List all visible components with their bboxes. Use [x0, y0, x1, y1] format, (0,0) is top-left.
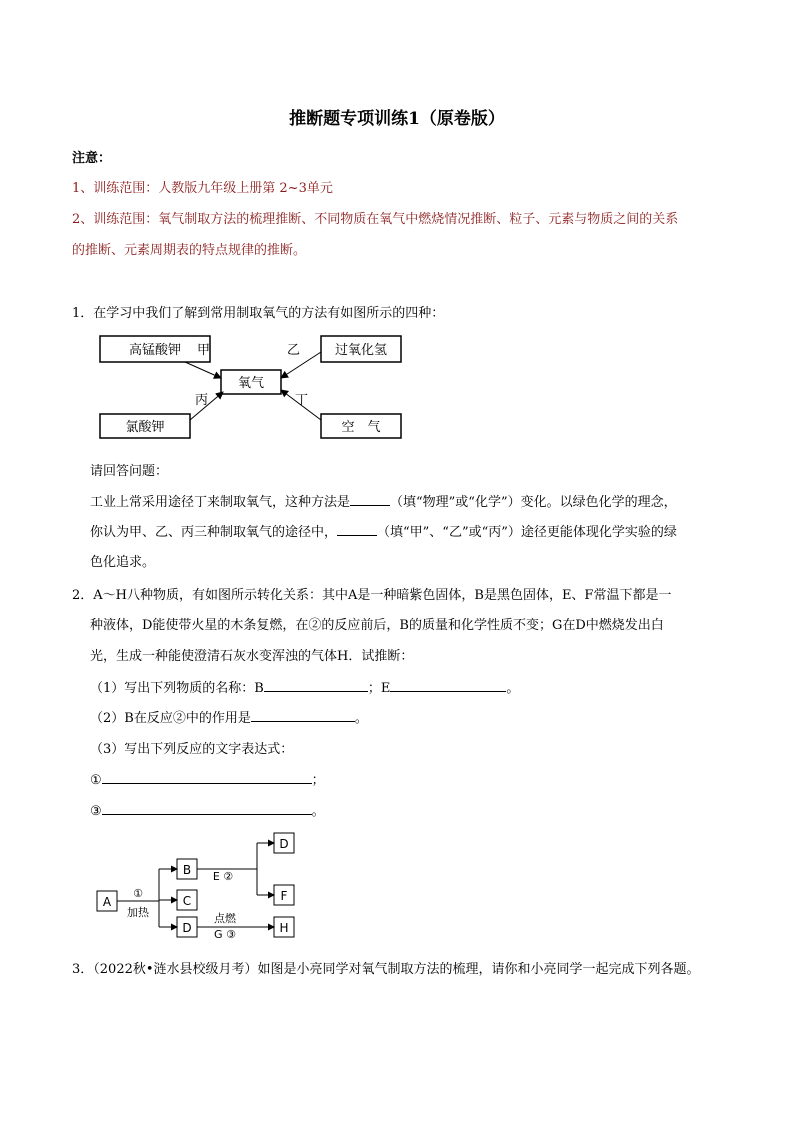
- q3-stem: 3．（2022秋•涟水县校级月考）如图是小亮同学对氧气制取方法的梳理，请你和小亮同学一起完成下列各题。: [72, 962, 700, 977]
- label-oxygen: 氧气: [237, 376, 265, 391]
- route-bing-label: 丙: [195, 393, 209, 408]
- node-d-top-label: D: [279, 837, 289, 851]
- q2-blank-e[interactable]: [390, 679, 506, 692]
- e2-label: E ②: [212, 870, 234, 883]
- node-f-label: F: [280, 889, 288, 903]
- node-c-label: C: [182, 894, 192, 908]
- label-kmno4: 高锰酸钾: [128, 343, 182, 358]
- node-b-label: B: [182, 863, 192, 877]
- route-ding-label: 丁: [295, 393, 309, 408]
- q1-part2: 你认为甲、乙、丙三种制取氧气的途径中， （填“甲”、“乙”或“丙”）途径更能体现化学实验的绿: [90, 525, 677, 540]
- q1-part1: 工业上常采用途径丁来制取氧气，这种方法是 （填“物理”或“化学”）变化。以绿色化学的理念，: [90, 495, 677, 510]
- q2-blank-eq1[interactable]: [102, 771, 312, 784]
- q1-prompt: 请回答问题：: [90, 464, 169, 479]
- q1-part3: 色化追求。: [90, 555, 156, 570]
- g3-label: G ③: [214, 928, 236, 940]
- q2-sub-3: （3）写出下列反应的文字表达式：: [90, 742, 294, 757]
- q2-sub-2: （2）B在反应②中的作用是 。: [90, 711, 368, 726]
- notice-label: 注意：: [72, 151, 112, 166]
- q1-blank-2[interactable]: [337, 523, 377, 536]
- q2-line-3: 光，生成一种能使澄清石灰水变浑浊的气体H．试推断：: [90, 649, 414, 664]
- cond-1-label: ①: [133, 887, 143, 900]
- conversion-diagram: [95, 828, 305, 940]
- route-jia-label: 甲: [197, 343, 211, 358]
- q2-eq-3: ③ 。: [90, 804, 325, 819]
- label-kclo3: 氯酸钾: [125, 420, 165, 435]
- ignite-label: 点燃: [214, 912, 236, 925]
- oxygen-methods-diagram: [95, 330, 415, 445]
- node-d-label: D: [182, 921, 192, 935]
- route-yi-label: 乙: [287, 343, 301, 358]
- label-air: 空 气: [341, 420, 381, 435]
- arrow-jia: [185, 362, 221, 378]
- q2-blank-eq3[interactable]: [102, 802, 312, 815]
- q2-sub-1: （1）写出下列物质的名称：B ；E 。: [90, 681, 520, 696]
- q2-blank-role[interactable]: [251, 709, 355, 722]
- q1-blank-1[interactable]: [350, 493, 390, 506]
- heat-label: 加热: [127, 906, 149, 919]
- q2-eq-1: ① ；: [90, 773, 325, 788]
- q2-blank-b[interactable]: [264, 679, 368, 692]
- q2-line-2: 种液体，D能使带火星的木条复燃，在②的反应前后，B的质量和化学性质不变；G在D中燃烧发出白: [90, 618, 664, 633]
- q2-line-1: 2．A～H八种物质，有如图所示转化关系：其中A是一种暗紫色固体，B是黑色固体，E、F常温下都是一: [72, 588, 672, 603]
- notice-line-2a: 2、训练范围：氧气制取方法的梳理推断、不同物质在氧气中燃烧情况推断、粒子、元素与物质之间的关系: [72, 212, 679, 227]
- page-title: 推断题专项训练1（原卷版）: [289, 109, 505, 129]
- notice-line-1: 1、训练范围：人教版九年级上册第 2~3单元: [72, 181, 333, 196]
- label-h2o2: 过氧化氢: [334, 343, 388, 358]
- node-h-label: H: [279, 921, 289, 935]
- notice-line-2b: 的推断、元素周期表的特点规律的推断。: [72, 243, 307, 258]
- node-a-label: A: [102, 895, 112, 909]
- q1-stem: 1．在学习中我们了解到常用制取氧气的方法有如图所示的四种：: [72, 306, 445, 321]
